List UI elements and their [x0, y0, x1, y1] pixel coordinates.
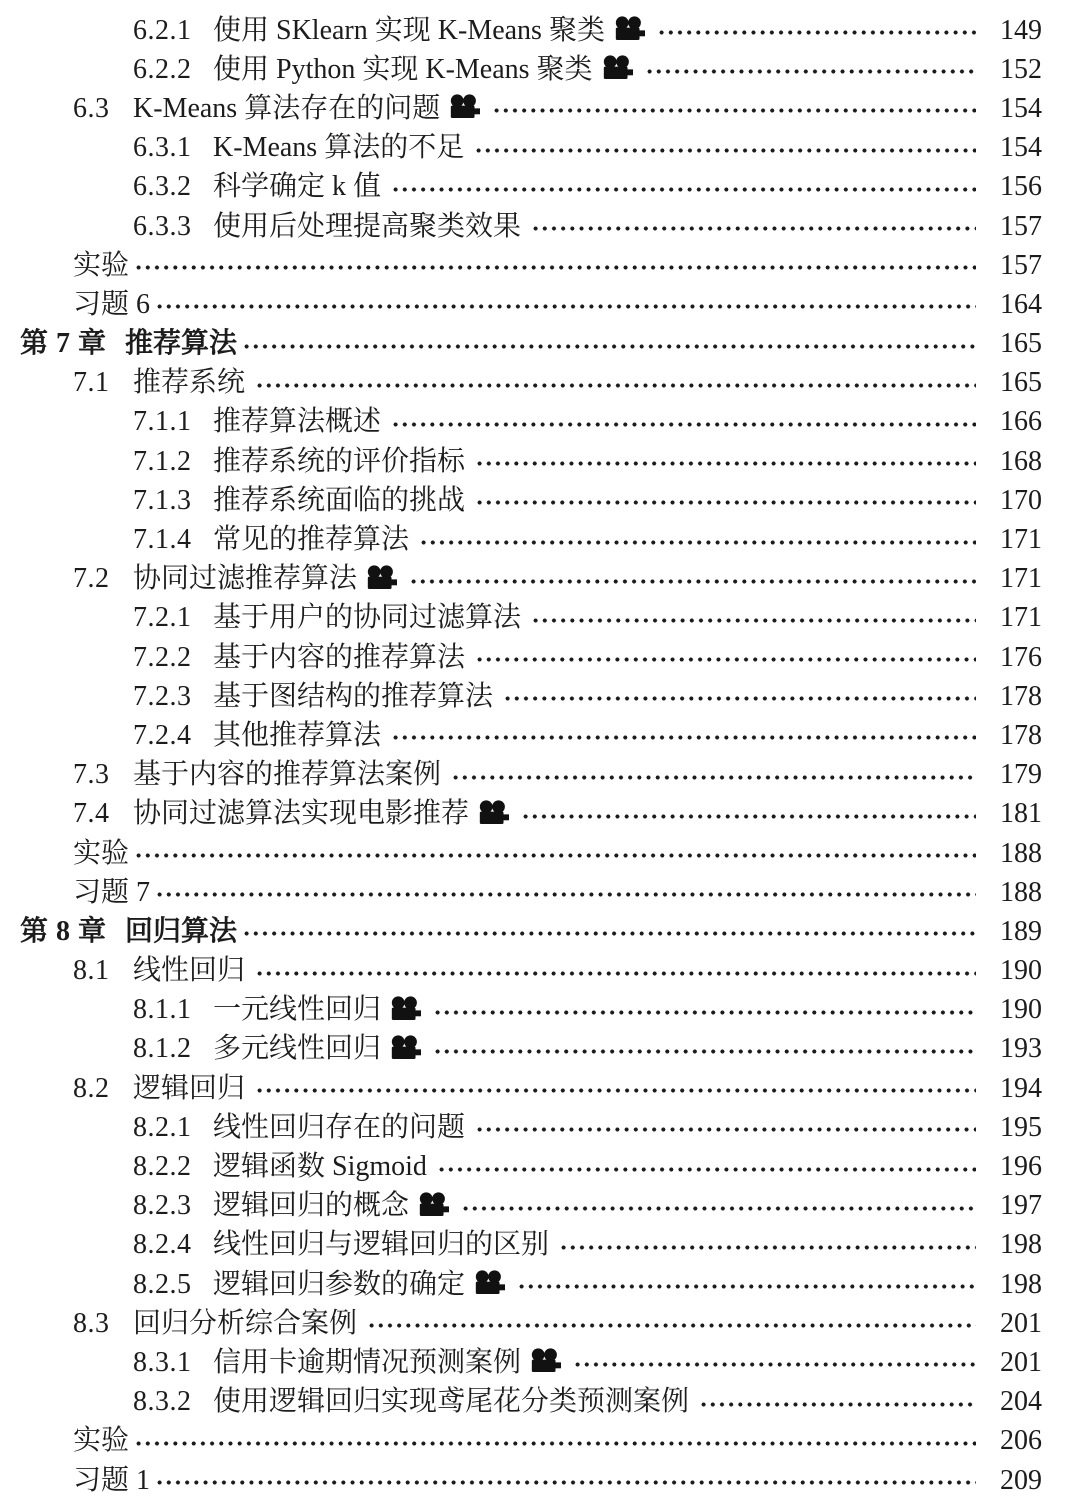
dotted-leader [449, 773, 976, 782]
dotted-leader [473, 498, 976, 507]
toc-entry-number: 7.3 [73, 759, 110, 791]
dotted-leader [473, 459, 976, 468]
toc-entry-title: 线性回归存在的问题 [213, 1111, 466, 1143]
toc-entry-page-number: 198 [1000, 1229, 1042, 1261]
toc-entry-row [0, 912, 1042, 951]
toc-entry-page-number: 204 [1000, 1386, 1042, 1418]
dotted-leader [431, 1047, 976, 1056]
toc-entry-title: 基于用户的协同过滤算法 [213, 602, 522, 634]
toc-entry-number: 6.2.1 [133, 14, 192, 46]
movie-camera-icon [390, 1035, 421, 1061]
toc-entry-title: 一元线性回归 [213, 994, 382, 1026]
toc-entry-number: 7.1.3 [133, 484, 192, 516]
dotted-leader [240, 929, 976, 938]
dotted-leader [655, 28, 976, 37]
toc-entry-row [0, 129, 1042, 168]
toc-entry-title: 习题 1 [73, 1464, 151, 1496]
dotted-leader [153, 1478, 976, 1487]
toc-entry-row [0, 1108, 1042, 1147]
toc-entry-page-number: 157 [1000, 210, 1042, 242]
toc-entry-title: 信用卡逾期情况预测案例 [213, 1346, 522, 1378]
toc-entry-page-number: 201 [1000, 1307, 1042, 1339]
toc-entry-page-number: 201 [1000, 1346, 1042, 1378]
dotted-leader [529, 224, 976, 233]
dotted-leader [557, 1243, 976, 1252]
toc-entry-row [0, 325, 1042, 364]
toc-entry-title: 回归算法 [125, 915, 238, 947]
toc-entry-row [0, 1383, 1042, 1422]
movie-camera-icon [449, 94, 480, 120]
toc-entry-page-number: 171 [1000, 524, 1042, 556]
dotted-leader [132, 263, 976, 272]
toc-entry-page-number: 179 [1000, 759, 1042, 791]
toc-entry-page-number: 166 [1000, 406, 1042, 438]
movie-camera-icon [366, 565, 397, 591]
toc-entry-row [0, 716, 1042, 755]
toc-entry-title: 推荐算法概述 [213, 406, 382, 438]
toc-entry-title: 逻辑函数 Sigmoid [213, 1151, 427, 1183]
toc-entry-title: 使用 SKlearn 实现 K-Means 聚类 [213, 14, 605, 46]
dotted-leader [417, 538, 976, 547]
toc-entry-row [0, 599, 1042, 638]
toc-entry-page-number: 149 [1000, 14, 1042, 46]
dotted-leader [490, 106, 976, 115]
toc-entry-page-number: 188 [1000, 837, 1042, 869]
toc-entry-row [0, 1343, 1042, 1382]
toc-entry-number: 第 8 章 [20, 915, 107, 947]
toc-entry-page-number: 209 [1000, 1464, 1042, 1496]
movie-camera-icon [418, 1192, 449, 1218]
toc-entry-row [0, 1461, 1042, 1500]
dotted-leader [389, 185, 976, 194]
toc-entry-row [0, 168, 1042, 207]
toc-entry-row [0, 207, 1042, 246]
toc-entry-number: 8.3.1 [133, 1346, 192, 1378]
toc-entry-number: 7.1.1 [133, 406, 192, 438]
toc-entry-title: K-Means 算法的不足 [213, 132, 465, 164]
toc-entry-title: 实验 [73, 249, 130, 281]
dotted-leader [501, 694, 976, 703]
toc-entry-title: 实验 [73, 837, 130, 869]
toc-entry-number: 7.2.1 [133, 602, 192, 634]
toc-entry-row [0, 246, 1042, 285]
toc-entry-title: 逻辑回归参数的确定 [213, 1268, 466, 1300]
toc-entry-page-number: 152 [1000, 53, 1042, 85]
toc-entry-number: 7.2.2 [133, 641, 192, 673]
toc-entry-row [0, 991, 1042, 1030]
toc-entry-page-number: 168 [1000, 445, 1042, 477]
toc-entry-row [0, 89, 1042, 128]
toc-entry-title: 实验 [73, 1425, 130, 1457]
toc-entry-number: 7.4 [73, 798, 110, 830]
toc-entry-row [0, 873, 1042, 912]
toc-entry-page-number: 190 [1000, 955, 1042, 987]
dotted-leader [389, 420, 976, 429]
movie-camera-icon [602, 55, 633, 81]
toc-entry-number: 8.1.1 [133, 994, 192, 1026]
toc-entry-page-number: 193 [1000, 1033, 1042, 1065]
toc-entry-page-number: 178 [1000, 680, 1042, 712]
toc-entry-title: 使用 Python 实现 K-Means 聚类 [213, 53, 593, 85]
dotted-leader [431, 1008, 976, 1017]
movie-camera-icon [478, 800, 509, 826]
toc-entry-title: 协同过滤推荐算法 [133, 563, 358, 595]
dotted-leader [473, 655, 976, 664]
dotted-leader [132, 851, 976, 860]
toc-entry-number: 7.2 [73, 563, 110, 595]
dotted-leader [389, 733, 976, 742]
toc-entry-page-number: 154 [1000, 92, 1042, 124]
toc-entry-title: 线性回归与逻辑回归的区别 [213, 1229, 550, 1261]
toc-entry-row [0, 285, 1042, 324]
toc-entry-row [0, 1147, 1042, 1186]
toc-entry-row [0, 364, 1042, 403]
dotted-leader [407, 577, 976, 586]
toc-entry-number: 8.3.2 [133, 1386, 192, 1418]
dotted-leader [153, 302, 976, 311]
movie-camera-icon [474, 1270, 505, 1296]
toc-entry-number: 6.3.1 [133, 132, 192, 164]
movie-camera-icon [390, 996, 421, 1022]
dotted-leader [529, 616, 976, 625]
toc-entry-number: 6.2.2 [133, 53, 192, 85]
toc-entry-title: 推荐系统 [133, 367, 246, 399]
movie-camera-icon [614, 16, 645, 42]
toc-entry-title: 多元线性回归 [213, 1033, 382, 1065]
dotted-leader [472, 146, 976, 155]
toc-entry-row [0, 481, 1042, 520]
toc-entry-page-number: 189 [1000, 915, 1042, 947]
toc-entry-row [0, 560, 1042, 599]
toc-entry-number: 6.3.3 [133, 210, 192, 242]
dotted-leader [240, 342, 976, 351]
movie-camera-icon [530, 1348, 561, 1374]
toc-entry-title: 线性回归 [133, 955, 246, 987]
toc-entry-title: 其他推荐算法 [213, 719, 382, 751]
toc-entry-number: 7.2.3 [133, 680, 192, 712]
toc-entry-row [0, 520, 1042, 559]
toc-entry-page-number: 171 [1000, 563, 1042, 595]
toc-entry-number: 8.2.2 [133, 1151, 192, 1183]
dotted-leader [571, 1360, 976, 1369]
toc-entry-title: 使用后处理提高聚类效果 [213, 210, 522, 242]
toc-entry-number: 8.2 [73, 1072, 110, 1104]
dotted-leader [253, 381, 976, 390]
toc-entry-page-number: 170 [1000, 484, 1042, 516]
toc-entry-row [0, 1265, 1042, 1304]
toc-entry-page-number: 171 [1000, 602, 1042, 634]
toc-entry-number: 6.3.2 [133, 171, 192, 203]
toc-entry-row [0, 1187, 1042, 1226]
toc-entry-row [0, 677, 1042, 716]
toc-entry-page-number: 190 [1000, 994, 1042, 1026]
toc-entry-page-number: 165 [1000, 328, 1042, 360]
toc-entry-row [0, 1030, 1042, 1069]
toc-entry-number: 8.3 [73, 1307, 110, 1339]
dotted-leader [132, 1439, 976, 1448]
toc-entry-page-number: 156 [1000, 171, 1042, 203]
toc-entry-row [0, 11, 1042, 50]
dotted-leader [435, 1165, 976, 1174]
toc-entry-number: 6.3 [73, 92, 110, 124]
toc-entry-row [0, 834, 1042, 873]
toc-entry-page-number: 178 [1000, 719, 1042, 751]
toc-entry-title: 回归分析综合案例 [133, 1307, 358, 1339]
toc-entry-page-number: 154 [1000, 132, 1042, 164]
toc-entry-number: 7.1.4 [133, 524, 192, 556]
toc-entry-row [0, 1226, 1042, 1265]
toc-entry-page-number: 164 [1000, 288, 1042, 320]
toc-entry-number: 7.1.2 [133, 445, 192, 477]
dotted-leader [365, 1321, 976, 1330]
toc-entry-page-number: 198 [1000, 1268, 1042, 1300]
toc-entry-row [0, 442, 1042, 481]
toc-entry-title: 逻辑回归的概念 [213, 1190, 410, 1222]
toc-entry-row [0, 756, 1042, 795]
toc-entry-title: 推荐算法 [125, 328, 238, 360]
dotted-leader [519, 812, 976, 821]
toc-entry-title: 逻辑回归 [133, 1072, 246, 1104]
toc-entry-title: 使用逻辑回归实现鸢尾花分类预测案例 [213, 1386, 690, 1418]
dotted-leader [253, 969, 976, 978]
toc-entry-title: 推荐系统的评价指标 [213, 445, 466, 477]
dotted-leader [515, 1282, 976, 1291]
toc-entry-number: 8.2.3 [133, 1190, 192, 1222]
toc-entry-row [0, 403, 1042, 442]
toc-entry-page-number: 206 [1000, 1425, 1042, 1457]
dotted-leader [697, 1400, 976, 1409]
toc-entry-page-number: 194 [1000, 1072, 1042, 1104]
toc-entry-number: 7.1 [73, 367, 110, 399]
toc-entry-number: 8.2.4 [133, 1229, 192, 1261]
toc-entry-number: 7.2.4 [133, 719, 192, 751]
toc-entry-title: 常见的推荐算法 [213, 524, 410, 556]
toc-entry-page-number: 157 [1000, 249, 1042, 281]
dotted-leader [473, 1125, 976, 1134]
toc-entry-page-number: 188 [1000, 876, 1042, 908]
toc-entry-row [0, 1069, 1042, 1108]
toc-entry-page-number: 196 [1000, 1151, 1042, 1183]
toc-entry-number: 8.2.5 [133, 1268, 192, 1300]
toc-entry-title: 习题 6 [73, 288, 151, 320]
toc-entry-number: 8.1.2 [133, 1033, 192, 1065]
toc-entry-title: 基于内容的推荐算法案例 [133, 759, 442, 791]
toc-entry-row [0, 1304, 1042, 1343]
dotted-leader [253, 1086, 976, 1095]
toc-entry-title: 协同过滤算法实现电影推荐 [133, 798, 470, 830]
toc-entry-title: 推荐系统面临的挑战 [213, 484, 466, 516]
toc-entry-number: 8.1 [73, 955, 110, 987]
toc-entry-row [0, 1422, 1042, 1461]
dotted-leader [153, 890, 976, 899]
toc-entry-page-number: 165 [1000, 367, 1042, 399]
toc-entry-row [0, 638, 1042, 677]
toc-entry-page-number: 197 [1000, 1190, 1042, 1222]
toc-entry-row [0, 50, 1042, 89]
toc-entry-page-number: 176 [1000, 641, 1042, 673]
toc-entry-page-number: 181 [1000, 798, 1042, 830]
toc-entry-title: K-Means 算法存在的问题 [133, 92, 441, 124]
toc-entry-title: 基于内容的推荐算法 [213, 641, 466, 673]
toc-entry-title: 科学确定 k 值 [213, 171, 382, 203]
toc-entry-page-number: 195 [1000, 1111, 1042, 1143]
toc-entry-row [0, 795, 1042, 834]
toc-entry-title: 基于图结构的推荐算法 [213, 680, 494, 712]
toc-entry-number: 第 7 章 [20, 328, 107, 360]
toc-entry-number: 8.2.1 [133, 1111, 192, 1143]
toc-entry-title: 习题 7 [73, 876, 151, 908]
toc-entry-row [0, 952, 1042, 991]
dotted-leader [643, 67, 976, 76]
dotted-leader [459, 1204, 976, 1213]
